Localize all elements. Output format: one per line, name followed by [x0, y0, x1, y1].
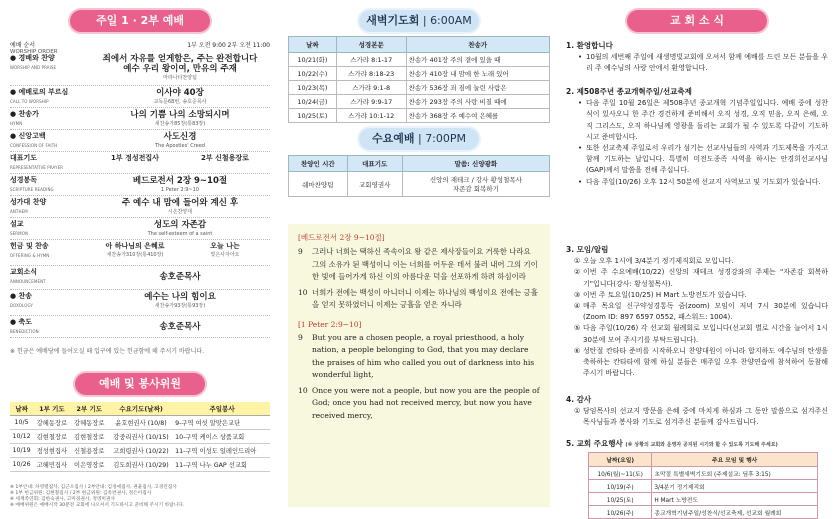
- announcement-item: ② 이번 주 수요예배(10/22) 신앙의 재테크 성경강좌의 주제는 "자존감 회복하기"입니다(강사: 황성철목사).: [574, 267, 828, 289]
- worship-item-name: 헌금 및 찬송: [10, 242, 49, 250]
- worship-order-row: [10, 52, 270, 86]
- table-cell: 10/26: [10, 458, 33, 472]
- worship-item-detail: [90, 322, 270, 332]
- worship-item-left: [90, 154, 180, 163]
- table-cell: 찬송가 410장 내 맘에 한 노래 있어: [406, 67, 549, 81]
- table-header-cell: 날짜: [289, 37, 337, 53]
- announcement-item: • 또한 선교축제 주일로서 우리가 섬기는 선교사님들의 사역과 기도제목을 가지고 함께 기도하는 날입니다. 특별히 미전도종족 사역을 하시는 안경희선교사님(GAP)께서 말씀을 전해 주십니다.: [578, 143, 828, 177]
- worship-item-name-en: DOXOLOGY: [10, 303, 33, 308]
- table-cell: 고혜민집사: [33, 458, 70, 472]
- worship-item-name: ● 경배와 찬양: [10, 54, 55, 62]
- worship-item-name: 성가대 찬양: [10, 198, 47, 206]
- table-header-cell: 날짜(요일): [589, 453, 652, 467]
- verse-number: 10: [298, 287, 308, 297]
- scripture-verse: [298, 332, 540, 382]
- section-meetings: [566, 244, 828, 379]
- table-cell: 찬송가 293장 주의 사랑 비칠 때에: [406, 95, 549, 109]
- table-cell: 11-구역 나누 GAP 선교회: [174, 458, 270, 472]
- table-cell: 강혜동장로: [71, 416, 108, 430]
- table-cell: 고희령권사 (10/22): [108, 444, 174, 458]
- table-cell: 10/19: [10, 444, 33, 458]
- section-title: 1. 환영합니다: [566, 41, 613, 50]
- scripture-ref-en: [1 Peter 2:9~10]: [298, 319, 362, 329]
- worship-order-row: [10, 86, 270, 108]
- worship-item-label: [10, 242, 80, 260]
- dawn-time: 6:00AM: [430, 14, 472, 27]
- worship-order-row: [10, 108, 270, 130]
- worship-title-banner: 주일 1 · 2부 예배: [70, 10, 210, 32]
- worship-item-label: [10, 292, 80, 310]
- worship-item-name: ● 축도: [10, 318, 33, 326]
- table-cell: 10/5: [10, 416, 33, 430]
- table-row: [289, 95, 550, 109]
- worship-item-sub: 1 Peter 2:9~10: [161, 187, 199, 193]
- wednesday-service-table: [288, 155, 550, 197]
- worship-item-name-en: ANTHEM: [10, 209, 28, 214]
- table-cell: 쉐마찬양팀: [289, 172, 348, 197]
- worship-item-sub: 마라나타찬양팀: [163, 75, 197, 81]
- table-header-cell: 수요기도(날짜): [108, 402, 174, 416]
- table-row: [10, 458, 270, 472]
- worship-item-label: [10, 318, 80, 336]
- table-cell: 스가랴 8:1-17: [336, 53, 406, 67]
- table-cell: 10/22(수): [289, 67, 337, 81]
- table-cell: 스가랴 9:1-8: [336, 81, 406, 95]
- worship-item-left-sub: 새찬송가310장(통410장): [106, 251, 164, 258]
- worship-item-name: ● 찬송가: [10, 110, 39, 118]
- dawn-prayer-table: [288, 36, 550, 123]
- announcement-item: ⑤ 다음 주일(10/26) 각 선교회 월례회로 모입니다(선교회 별로 시간을 늘어서 1시 30분에 모여 주시기를 부탁드립니다).: [574, 323, 828, 345]
- table-cell: 김도희권사 (10/29): [108, 458, 174, 472]
- table-row: [589, 480, 818, 493]
- table-header-cell: 대표기도: [347, 156, 402, 172]
- table-row: [10, 444, 270, 458]
- table-cell: 김현철장로: [71, 430, 108, 444]
- worship-item-label: [10, 132, 80, 150]
- worship-item-right: [180, 242, 270, 259]
- table-cell: 10/24(금): [289, 95, 337, 109]
- service-committee-banner: 예배 및 봉사위원: [75, 373, 205, 395]
- section-title: 3. 모임/알림: [566, 245, 609, 254]
- worship-item-sub: 시온찬양대: [167, 209, 193, 215]
- announcements-banner: 교 회 소 식: [627, 10, 767, 32]
- events-table: [588, 452, 818, 519]
- worship-item-detail: [90, 292, 270, 311]
- table-cell: 종교개혁기념주일/성찬식/선교축제, 선교회 월례회: [652, 506, 818, 519]
- table-cell: 교회영권사: [347, 172, 402, 197]
- table-cell: 10/6(월)~11(토): [589, 467, 652, 480]
- table-cell: 10/25(토): [289, 109, 337, 123]
- table-cell: 강중리권사 (10/15): [108, 430, 174, 444]
- events-title: 5. 교회 주요행사: [566, 439, 623, 448]
- worship-item-label: [10, 268, 80, 286]
- worship-item-name: 교회소식: [10, 268, 38, 276]
- worship-item-name-en: SCRIPTURE READING: [10, 187, 54, 192]
- table-row: [289, 172, 550, 197]
- worship-item-detail: [90, 132, 270, 151]
- announcement-item: ③ 이번 주 토요일(10/25) H Mart 노방전도가 있습니다.: [574, 290, 828, 301]
- table-header-cell: 주일봉사: [174, 402, 270, 416]
- section-title: 4. 감사: [566, 395, 592, 404]
- worship-item-name-en: REPRESENTATIVE PRAYER: [10, 165, 64, 170]
- table-cell: 이은영장로: [71, 458, 108, 472]
- worship-item-detail: [90, 272, 270, 282]
- announcement-item: ① 담임목사의 선교지 방문을 은혜 중에 마치게 하심과 그 동안 말씀으로 섬겨주신 목사님들과 봉사와 기도로 섬겨주신 분들께 감사드립니다.: [574, 406, 828, 428]
- worship-order-row: [10, 130, 270, 152]
- worship-item-main: 예수는 나의 힘이요: [144, 292, 216, 302]
- scripture-ref-ko: [베드로전서 2장 9~10절]: [298, 233, 385, 242]
- sermon-series: 신앙의 재테크 / 강사 황성철목사: [429, 176, 522, 184]
- worship-item-sub: The self-esteem of a saint: [147, 231, 213, 237]
- service-note-line: ※ 1부 헌금위원: 김현철집사 / 2부 헌금위원: 김옥련권사, 정은이집사: [10, 491, 152, 496]
- worship-item-sub: 새찬송가85장(통83장): [154, 121, 206, 127]
- table-cell: 10/23(목): [289, 81, 337, 95]
- verse-number: 9: [298, 247, 303, 256]
- announcement-item: ④ 매주 목요일 신구약성경통독 줌(zoom) 모임이 저녁 7시 30분에 있습니다(Zoom ID: 897 6597 0552, 패스워드: 1004).: [574, 301, 828, 323]
- worship-item-main2: 예수 우리 왕이여, 만유의 주재: [123, 64, 237, 74]
- table-header-cell: 찬양인 시간: [289, 156, 348, 172]
- worship-order-row: [10, 218, 270, 240]
- worship-item-main: 사도신경: [163, 132, 197, 142]
- scripture-ko: [298, 246, 540, 312]
- worship-item-name-en: CONFESSION OF FAITH: [10, 143, 58, 148]
- worship-item-detail: [90, 54, 270, 83]
- worship-item-name-en: HYMN: [10, 121, 23, 126]
- section-thanks: [566, 394, 828, 429]
- wed-title: 수요예배: [371, 132, 415, 145]
- table-row: [289, 81, 550, 95]
- worship-item-name: 성경봉독: [10, 176, 38, 184]
- scripture-verse: [298, 385, 540, 423]
- dawn-prayer-banner: 새벽기도회 | 6:00AM: [359, 10, 479, 32]
- worship-item-detail: [90, 198, 270, 217]
- worship-item-name: ● 신앙고백: [10, 132, 46, 140]
- scripture-verse: [298, 246, 540, 284]
- worship-item-detail: [90, 88, 270, 107]
- wednesday-service-banner: 수요예배 | 7:00PM: [359, 128, 479, 150]
- prayer-column: [288, 0, 550, 507]
- worship-item-sub: 새찬송가93장(통93장): [154, 303, 206, 309]
- worship-item-detail: [90, 176, 270, 195]
- worship-item-main: 나의 기쁨 나의 소망되시며: [130, 110, 230, 120]
- table-row: [589, 467, 818, 480]
- table-row: [10, 416, 270, 430]
- worship-item-label: [10, 154, 80, 172]
- table-header-cell: 날짜: [10, 402, 33, 416]
- worship-item-name: ● 찬송: [10, 292, 33, 300]
- scripture-en: [298, 332, 540, 423]
- table-row: [289, 109, 550, 123]
- table-header-cell: 1부 기도: [33, 402, 70, 416]
- verse-number: 10: [298, 385, 308, 395]
- table-header-cell: 성경본문: [336, 37, 406, 53]
- table-cell: 10/21(화): [289, 53, 337, 67]
- section-title: [566, 438, 828, 451]
- table-cell: 찬송가 401장 주의 곁에 있을 때: [406, 53, 549, 67]
- worship-item-label: [10, 110, 80, 128]
- scripture-verse: [298, 287, 540, 312]
- table-cell: H Mart 노방전도: [652, 493, 818, 506]
- worship-item-left: [90, 242, 180, 259]
- service-committee-table: [10, 402, 270, 472]
- table-cell: 10/26(주): [589, 506, 652, 519]
- worship-item-label: [10, 176, 80, 194]
- worship-item-detail: [90, 220, 270, 239]
- verse-text: 그러나 너희는 택하신 족속이요 왕 같은 제사장들이요 거룩한 나라요 그의 소유가 된 백성이니 이는 너희를 어두운 데서 불러 내어 그의 기이한 빛에 들어가게 하신 이의 아름다운 덕을 선포하게 하려 하심이라: [312, 247, 538, 281]
- sermon-topic: 자존감 회복하기: [452, 185, 499, 193]
- table-cell: 찬송가 368장 주 예수여 은혜를: [406, 109, 549, 123]
- worship-order-row: [10, 174, 270, 196]
- worship-item-label: [10, 198, 80, 216]
- table-cell: 9-구역 여섯 알맞은교단: [174, 416, 270, 430]
- worship-item-name: 설교: [10, 220, 24, 228]
- worship-item-label: [10, 220, 80, 238]
- service-notes: [10, 485, 270, 509]
- worship-item-name-en: ANNOUNCEMENT: [10, 279, 46, 284]
- worship-item-name-en: BENEDICTION: [10, 329, 39, 334]
- table-header-cell: 말씀: 신양광화: [402, 156, 549, 172]
- worship-item-main: 주 예수 내 맘에 들어와 계신 후: [121, 198, 239, 208]
- service-times: 1부 오전 9:00 2부 오전 11:00: [187, 42, 270, 49]
- worship-item-name-en: WORSHIP AND PRAISE: [10, 65, 57, 70]
- worship-item-main: 송호준목사: [159, 272, 201, 282]
- table-cell: 정성현집사: [33, 444, 70, 458]
- table-cell: 강혜동장로: [33, 416, 70, 430]
- section-welcome: [566, 40, 828, 75]
- service-note-line: ※ 1부안내: 차영렬집사, 김근오집사 / 2부안내: 김경애집사, 권율집사, 고경린집사: [10, 485, 177, 490]
- worship-item-sub: The Apostles' Creed: [155, 143, 205, 149]
- wed-time: 7:00PM: [425, 132, 467, 145]
- table-cell: 11-구역 이성도 일레인드리아: [174, 444, 270, 458]
- table-cell: 스가랴 9:9-17: [336, 95, 406, 109]
- table-header-cell: 주요 모임 및 행사: [652, 453, 818, 467]
- worship-item-right: [180, 154, 270, 163]
- table-row: [289, 53, 550, 67]
- table-cell: 신철용장로: [71, 444, 108, 458]
- table-cell: 김현철장로: [33, 430, 70, 444]
- worship-item-label: [10, 54, 80, 72]
- announcement-item: • 10월의 세번째 주일에 새생명빛교회에 오셔서 함께 예배를 드린 모든 분들을 우리 주 예수님의 사랑 안에서 환영합니다.: [578, 52, 828, 74]
- table-cell: 10-구역 케이스 상품교회: [174, 430, 270, 444]
- worship-item-left-text: 1부 정성전집사: [111, 154, 159, 162]
- verse-text: 너희가 전에는 백성이 아니더니 이제는 하나님의 백성이요 전에는 긍휼을 얻지 못하였더니 이제는 긍휼을 얻은 자니라: [312, 287, 538, 309]
- verse-text: But you are a chosen people, a royal priesthood, a holy nation, a people belonging to God, that you may declare the praises of him who called you out of darkness into his wonderful light,: [312, 332, 535, 380]
- worship-item-name: 대표기도: [10, 154, 38, 162]
- worship-item-sub: 교독문68번, 송호준목사: [153, 99, 207, 105]
- section-events: [566, 438, 828, 452]
- worship-order-row: [10, 266, 270, 290]
- worship-item-main: 성도의 자존감: [153, 220, 207, 230]
- table-cell: 3/4분기 정기제직회: [652, 480, 818, 493]
- order-label: 예배 순서: [10, 42, 36, 49]
- worship-order-row: [10, 196, 270, 218]
- verse-number: 9: [298, 332, 303, 342]
- table-row: [10, 430, 270, 444]
- table-cell: 10/12: [10, 430, 33, 444]
- table-header-cell: 2부 기도: [71, 402, 108, 416]
- announcement-item: ① 오늘 오후 1시에 3/4분기 정기제직회로 모입니다.: [574, 256, 828, 267]
- dawn-title: 새벽기도회: [366, 14, 420, 27]
- service-note-line: ※ 예배위원은 예배시작 30분전 교회에 나오셔서 기도하시고 준비해 주시기 바랍니다.: [10, 503, 185, 508]
- worship-item-split: [90, 242, 270, 259]
- worship-item-right-sub: 빛은사자아오: [210, 251, 240, 258]
- table-cell: 찬송가 536장 죄 짐에 눌린 사람은: [406, 81, 549, 95]
- worship-item-left-text: 아 하나님의 은혜로: [105, 242, 165, 250]
- table-cell: 10/25(토): [589, 493, 652, 506]
- worship-item-name-en: SERMON: [10, 231, 29, 236]
- worship-order-row: [10, 290, 270, 316]
- worship-item-right-text: 2부 신철용장로: [201, 154, 249, 162]
- section-title: 2. 제508주년 종교개혁주일/선교축제: [566, 87, 692, 96]
- worship-item-name: ● 예배로의 부르심: [10, 88, 69, 96]
- verse-text: Once you were not a people, but now you are the people of God; once you had not received mercy, but now you have received mercy,: [312, 385, 540, 421]
- table-row: [289, 67, 550, 81]
- table-cell: 윤호현권사 (10/8): [108, 416, 174, 430]
- worship-item-split: [90, 154, 270, 163]
- table-cell: 10/19(주): [589, 480, 652, 493]
- service-note-line: ※ 세계족연회: 김한숙권사, 고미경권사, 정영미권사: [10, 497, 116, 502]
- worship-order-row: [10, 240, 270, 266]
- worship-item-name-en: OFFERING & HYMN: [10, 253, 50, 258]
- worship-order-column: [10, 0, 270, 507]
- offering-note: ※ 헌금은 예배당에 들어오실 때 입구에 있는 헌금함에 해 주시기 바랍니다.: [10, 348, 205, 355]
- worship-item-main: 송호준목사: [159, 322, 201, 332]
- table-cell: 스가랴 10:1-12: [336, 109, 406, 123]
- announcement-item: ⑥ 성탄절 칸타타 준비를 시작하오니 찬양대원이 아니라 합지하도 예수님의 탄생을 축하하는 칸타타에 함께 하실 분들은 매주일 오후 찬양연습에 참석하여 동참해 주시기 바랍니다.: [574, 346, 828, 380]
- table-header-cell: 찬송가: [406, 37, 549, 53]
- worship-item-main: 베드로전서 2장 9~10절: [132, 176, 228, 186]
- table-row: [589, 493, 818, 506]
- worship-item-main: 죄에서 자유를 얻게함은, 주는 완전합니다: [102, 54, 258, 64]
- worship-order-row: [10, 152, 270, 174]
- announcement-item: • 다음 주일(10/26) 오후 12시 50분에 선교지 사역보고 및 기도회가 있습니다.: [578, 177, 828, 188]
- worship-item-label: [10, 88, 80, 106]
- worship-item-name-en: CALL TO WORSHIP: [10, 99, 49, 104]
- announcement-item: • 다음 주일 10월 26일은 제508주년 종교개혁 기념주일입니다. 예배 중에 성찬식이 있사오니 한 주간 경건하게 준비해서 오직 성경, 오직 믿음, 오직 은혜, 오직 그리스도, 오직 하나님께 영광을 돌리는 교회가 될 수 있도록 다같이 기도하시고 준비합시다.: [578, 98, 828, 143]
- table-cell: 스가랴 8:18-23: [336, 67, 406, 81]
- section-reformation: [566, 86, 828, 188]
- table-cell: [402, 172, 549, 197]
- announcements-column: [566, 0, 828, 517]
- worship-order-row: [10, 316, 270, 338]
- worship-item-right-text: 오늘 나는: [210, 242, 240, 250]
- scripture-box: [288, 224, 550, 507]
- events-note: (※ 상황의 교회와 운영자 공지된 시기와 할 수 있도록 기도해 주세요): [625, 442, 778, 448]
- table-cell: 초막절 특별새벽기도회 (주제설교: 딤후 3:15): [652, 467, 818, 480]
- order-label-en: WORSHIP ORDER: [10, 49, 58, 55]
- table-row: [589, 506, 818, 519]
- worship-item-detail: [90, 110, 270, 129]
- worship-item-main: 이사야 40장: [156, 88, 204, 98]
